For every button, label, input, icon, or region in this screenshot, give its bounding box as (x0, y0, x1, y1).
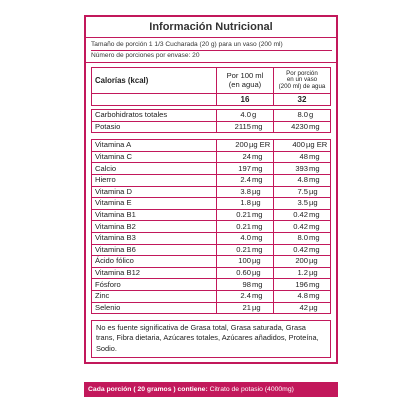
nutrient-value-per-100ml (216, 140, 273, 152)
unit: mg (251, 244, 263, 254)
nutrient-value-per-100ml (216, 151, 273, 163)
amount: 98 (242, 279, 251, 289)
nutrient-value-per-100ml (216, 221, 273, 233)
serving-size: Tamaño de porción 1 1/3 Cucharada (20 g) para un vaso (200 ml) (91, 41, 283, 48)
per-portion-line2: en un vaso (286, 76, 318, 84)
amount: 21 (242, 302, 251, 312)
nutrient-value-per-portion (273, 186, 330, 198)
nutrient-value-per-100ml (216, 256, 273, 268)
unit: mg (309, 175, 320, 185)
nutrient-value-per-portion (273, 279, 330, 291)
servings-per-container: Número de porciones por envase: 20 (91, 50, 332, 61)
amount: 4.0 (240, 233, 251, 243)
nutrient-row (92, 256, 331, 268)
amount: 1.2 (297, 268, 308, 278)
per-portion-line3: (200 ml) de agua (278, 82, 326, 90)
unit: mg (309, 152, 320, 162)
nutrient-value-per-100ml (216, 267, 273, 279)
nutrition-note: No es fuente significativa de Grasa total, Grasa saturada, Grasa trans, Fibra dietaria, Azúcares totales, Azúcares añadidos, Proteína, Sodio. (91, 320, 331, 358)
amount: 0.42 (293, 244, 308, 254)
unit: µg (251, 268, 261, 278)
amount: 1.8 (240, 198, 251, 208)
nutrient-row (92, 290, 331, 302)
nutrient-value-per-100ml (216, 121, 273, 133)
nutrient-row (92, 198, 331, 210)
unit: g (251, 110, 257, 120)
unit: µg (309, 268, 318, 278)
nutrient-value-per-100ml (216, 198, 273, 210)
nutrient-name: Vitamina B12 (92, 267, 217, 279)
nutrient-name: Vitamina B3 (92, 232, 217, 244)
nutrient-table (91, 67, 331, 314)
unit: g (309, 110, 314, 120)
unit: mg (309, 279, 320, 289)
nutrient-name: Vitamina D (92, 186, 217, 198)
nutrient-name: Fósforo (92, 279, 217, 291)
amount: 0.42 (293, 221, 308, 231)
nutrient-value-per-portion (273, 209, 330, 221)
unit: µg ER (306, 140, 328, 150)
calories-label: Calorías (kcal) (92, 68, 217, 94)
nutrient-row (92, 121, 331, 133)
amount: 400 (292, 140, 305, 150)
table-header-row (92, 68, 331, 94)
unit: mg (251, 221, 263, 231)
nutrient-value-per-portion (273, 163, 330, 175)
nutrient-row (92, 267, 331, 279)
bottom-banner-bold: Cada porción ( 20 gramos ) contiene: (88, 386, 208, 393)
nutrient-row (92, 279, 331, 291)
amount: 197 (238, 163, 251, 173)
unit: mg (309, 163, 320, 173)
calories-per-portion: 32 (273, 94, 330, 106)
unit: µg (251, 198, 261, 208)
nutrient-name: Zinc (92, 290, 217, 302)
nutrient-name: Ácido fólico (92, 256, 217, 268)
unit: µg (251, 256, 261, 266)
nutrient-value-per-portion (273, 290, 330, 302)
amount: 4.0 (240, 110, 251, 120)
unit: mg (251, 233, 263, 243)
unit: mg (309, 221, 320, 231)
amount: 3.5 (297, 198, 308, 208)
nutrient-name: Potasio (92, 121, 217, 133)
serving-info (86, 38, 336, 63)
nutrient-value-per-100ml (216, 186, 273, 198)
nutrient-value-per-100ml (216, 302, 273, 314)
nutrient-name: Vitamina A (92, 140, 217, 152)
nutrient-value-per-portion (273, 256, 330, 268)
unit: mg (251, 291, 263, 301)
amount: 200 (235, 140, 248, 150)
nutrient-name: Vitamina B6 (92, 244, 217, 256)
nutrient-row (92, 110, 331, 122)
calories-row (92, 94, 331, 106)
amount: 42 (299, 302, 308, 312)
bottom-banner-text: Citrato de potasio (4000mg) (209, 386, 294, 393)
amount: 0.60 (236, 268, 251, 278)
nutrient-name: Calcio (92, 163, 217, 175)
unit: mg (309, 244, 320, 254)
unit: mg (251, 279, 263, 289)
unit: mg (251, 163, 263, 173)
nutrient-value-per-portion (273, 221, 330, 233)
nutrient-name: Vitamina B2 (92, 221, 217, 233)
nutrient-table-wrapper (86, 63, 336, 362)
nutrient-row (92, 140, 331, 152)
nutrient-value-per-portion (273, 232, 330, 244)
amount: 4.8 (297, 291, 308, 301)
unit: mg (309, 210, 320, 220)
amount: 196 (295, 279, 308, 289)
nutrient-row (92, 232, 331, 244)
nutrient-value-per-100ml (216, 110, 273, 122)
amount: 48 (299, 152, 308, 162)
nutrient-value-per-portion (273, 174, 330, 186)
amount: 4.8 (297, 175, 308, 185)
nutrient-name: Vitamina E (92, 198, 217, 210)
nutrient-name: Selenio (92, 302, 217, 314)
nutrient-name: Vitamina C (92, 151, 217, 163)
unit: µg ER (248, 140, 271, 150)
unit: mg (251, 210, 263, 220)
nutrient-value-per-portion (273, 121, 330, 133)
calories-blank (92, 94, 217, 106)
per-100ml-line2: (en agua) (228, 79, 262, 89)
per-portion-header (273, 68, 330, 94)
nutrient-value-per-portion (273, 140, 330, 152)
amount: 0.42 (293, 210, 308, 220)
nutrient-value-per-portion (273, 267, 330, 279)
per-100ml-line1: Por 100 ml (226, 71, 264, 81)
amount: 24 (242, 152, 251, 162)
nutrient-value-per-portion (273, 110, 330, 122)
unit: mg (251, 152, 263, 162)
amount: 0.21 (236, 221, 251, 231)
nutrient-value-per-100ml (216, 290, 273, 302)
amount: 200 (295, 256, 308, 266)
unit: mg (251, 121, 263, 131)
amount: 8.0 (297, 110, 308, 120)
calories-per-100ml: 16 (216, 94, 273, 106)
nutrient-name: Hierro (92, 174, 217, 186)
group-gap-row (92, 133, 331, 140)
unit: µg (309, 186, 318, 196)
unit: µg (309, 256, 318, 266)
nutrient-row (92, 174, 331, 186)
unit: mg (309, 121, 320, 131)
amount: 0.21 (236, 210, 251, 220)
unit: mg (309, 233, 320, 243)
nutrition-facts-panel (84, 15, 338, 364)
nutrient-value-per-100ml (216, 163, 273, 175)
nutrient-value-per-portion (273, 151, 330, 163)
nutrient-value-per-100ml (216, 174, 273, 186)
nutrient-value-per-100ml (216, 232, 273, 244)
unit: mg (309, 291, 320, 301)
unit: µg (309, 198, 318, 208)
bottom-banner (84, 382, 338, 397)
amount: 100 (238, 256, 251, 266)
nutrient-row (92, 244, 331, 256)
nutrient-value-per-100ml (216, 209, 273, 221)
nutrient-row (92, 302, 331, 314)
amount: 7.5 (297, 186, 308, 196)
amount: 4230 (291, 121, 308, 131)
nutrient-name: Vitamina B1 (92, 209, 217, 221)
unit: µg (309, 302, 318, 312)
nutrient-row (92, 163, 331, 175)
nutrient-name: Carbohidratos totales (92, 110, 217, 122)
nutrient-row (92, 151, 331, 163)
nutrient-row (92, 209, 331, 221)
unit: µg (251, 302, 261, 312)
unit: mg (251, 175, 263, 185)
nutrient-value-per-100ml (216, 244, 273, 256)
amount: 393 (295, 163, 308, 173)
nutrient-value-per-portion (273, 302, 330, 314)
nutrient-value-per-portion (273, 198, 330, 210)
panel-title: Información Nutricional (86, 17, 336, 38)
per-portion-line1: Por porción (286, 69, 318, 77)
unit: µg (251, 186, 261, 196)
nutrient-value-per-100ml (216, 279, 273, 291)
nutrient-value-per-portion (273, 244, 330, 256)
amount: 3.8 (240, 186, 251, 196)
amount: 0.21 (236, 244, 251, 254)
nutrient-row (92, 221, 331, 233)
amount: 2.4 (240, 291, 251, 301)
amount: 8.0 (297, 233, 308, 243)
amount: 2115 (234, 121, 251, 131)
per-100ml-header (216, 68, 273, 94)
nutrient-row (92, 186, 331, 198)
amount: 2.4 (240, 175, 251, 185)
